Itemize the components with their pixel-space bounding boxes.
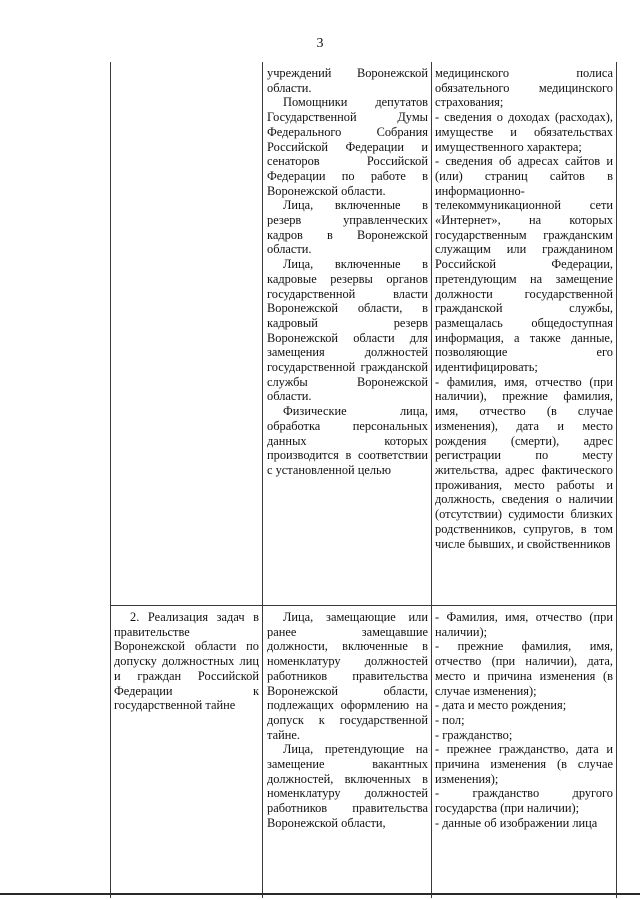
table-left-border [110, 62, 111, 898]
row1-data-item: - сведения о доходах (расходах), имуществе и обязательствах имущественного характера; [435, 110, 613, 154]
row1-data-item: медицинского полиса обязательного медицинского страхования; [435, 66, 613, 110]
row2-data-item: - пол; [435, 712, 465, 727]
row2-purpose-cell [114, 610, 259, 713]
row1-data-item: - фамилия, имя, отчество (при наличии), прежние фамилия, имя, отчество (в случае изменения), дата и место рождения (смерти), адрес регистрации по месту жительства, адрес фактического проживания, место работы и должность, сведения о наличии (отсутствии) судимости близких родственников, супругов, в том числе бывших, и свойственников [435, 374, 613, 551]
row1-subjects-text: Лица, включенные в кадровые резервы органов государственной власти Воронежской области, в кадровый резерв Воронежской области для замещения должностей государственной гражданской службы Воронежской области. [267, 257, 428, 404]
row1-subjects-text: учреждений Воронежской области. [267, 66, 428, 95]
row2-data-item: - Фамилия, имя, отчество (при наличии); [435, 610, 613, 639]
table-right-border [616, 62, 617, 898]
row2-purpose-text: 2. Реализация задач в правительстве Воронежской области по допуску должностных лиц и граждан Российской Федерации к государственной тайне [114, 610, 259, 713]
table-column-divider-1 [262, 62, 263, 898]
row2-subjects-text: Лица, замещающие или ранее замещавшие должности, включенные в номенклатуру должностей работников правительства Воронежской области, подлежащих оформлению на допуск к государственной тайне. [267, 610, 428, 742]
page-number: 3 [316, 36, 324, 51]
row2-data-item: - прежние фамилия, имя, отчество (при наличии), дата, место и причина изменения (в случае изменения); [435, 639, 613, 698]
row2-data-item: - данные об изображении лица [435, 815, 598, 830]
row2-subjects-cell [267, 610, 428, 831]
table-column-divider-2 [431, 62, 432, 898]
row2-data-item: - гражданство другого государства (при наличии); [435, 786, 613, 816]
row2-data-item: - гражданство; [435, 727, 513, 742]
row2-data-item: - дата и место рождения; [435, 698, 567, 713]
row1-subjects-text: Лица, включенные в резерв управленческих кадров в Воронежской области. [267, 198, 428, 257]
row1-subjects-text: Помощники депутатов Государственной Думы Федерального Собрания Российской Федерации и сенаторов Российской Федерации по работе в Воронежской области. [267, 95, 428, 198]
row2-data-item: - прежнее гражданство, дата и причина изменения (в случае изменения); [435, 742, 613, 786]
page-bottom-rule [0, 893, 640, 895]
row2-subjects-text: Лица, претендующие на замещение вакантных должностей, включенных в номенклатуру должностей работников правительства Воронежской области, [267, 742, 428, 830]
row1-data-categories-cell [435, 66, 613, 551]
row1-subjects-text: Физические лица, обработка персональных данных которых производится в соответствии с установленной целью [267, 404, 428, 477]
table-row-divider [110, 605, 617, 606]
row1-data-item: - сведения об адресах сайтов и (или) страниц сайтов в информационно-телекоммуникационной сети «Интернет», на которых государственным гражданским служащим или гражданином Российской Федерации, претендующим на замещение должности государственной гражданской службы, размещалась общедоступная информация, а также данные, позволяющие его идентифицировать; [435, 154, 613, 375]
row2-data-categories-cell [435, 610, 613, 831]
row1-subjects-cell [267, 66, 428, 478]
